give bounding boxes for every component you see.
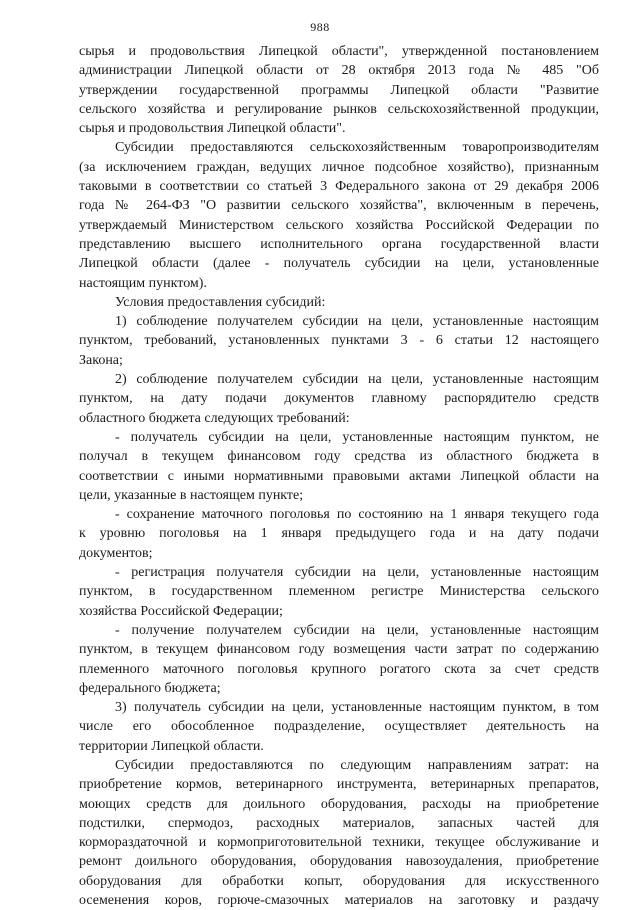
text-line: осеменения коров, горюче-смазочных материалов на заготовку и раздачу (79, 893, 599, 909)
text-line: Субсидии предоставляются сельскохозяйственным товаропроизводителям (115, 140, 599, 156)
text-line: сельского хозяйства и регулирование рынков сельскохозяйственной продукции, (79, 101, 599, 117)
text-line: Субсидии предоставляются по следующим направлениям затрат: на (115, 757, 599, 773)
text-line: приобретение кормов, ветеринарного инструмента, ветеринарных препаратов, (79, 777, 599, 793)
text-line: года № 264-ФЗ "О развитии сельского хозяйства", включенным в перечень, (79, 198, 599, 214)
text-line: оборудования для обработки копыт, оборудования для искусственного (79, 873, 599, 889)
text-line: документов; (79, 545, 153, 561)
text-line: утверждении государственной программы Липецкой области "Развитие (79, 82, 599, 98)
text-line: настоящим пунктом). (79, 275, 207, 291)
text-line: Закона; (79, 352, 123, 368)
text-line: таковыми в соответствии со статьей 3 Федерального закона от 29 декабря 2006 (79, 179, 599, 195)
text-line: ремонт доильного оборудования, оборудования навозоудаления, приобретение (79, 854, 599, 870)
text-line: областного бюджета следующих требований: (79, 410, 350, 426)
text-line: 3) получатель субсидии на цели, установленные настоящим пунктом, в том (115, 700, 599, 716)
text-line: пунктом, в текущем финансовом году возмещения части затрат по содержанию (79, 642, 599, 658)
text-line: числе его обособленное подразделение, осуществляет деятельность на (79, 719, 599, 735)
text-line: Липецкой области (далее - получатель субсидии на цели, установленные (79, 256, 599, 272)
text-line: кормораздаточной и кормоприготовительной техники, текущее обслуживание и (79, 835, 599, 851)
document-body (79, 42, 599, 910)
text-line: представлению высшего исполнительного органа государственной власти (79, 236, 599, 252)
text-line: моющих средств для доильного оборудования, расходы на приобретение (79, 796, 599, 812)
page-number: 988 (310, 20, 330, 34)
text-line: утверждаемый Министерством сельского хозяйства Российской Федерации по (79, 217, 599, 233)
text-line: хозяйства Российской Федерации; (79, 603, 283, 619)
text-line: цели, указанные в настоящем пункте; (79, 487, 304, 503)
text-line: подстилки, спермодоз, расходных материалов, запасных частей для (79, 815, 599, 831)
text-line: пунктом, требований, установленных пунктами 3 - 6 статьи 12 настоящего (79, 333, 599, 349)
text-line: получал в текущем финансовом году средства из областного бюджета в (79, 449, 599, 465)
text-line: администрации Липецкой области от 28 октября 2013 года № 485 "Об (79, 63, 599, 79)
text-line: - получатель субсидии на цели, установленные настоящим пунктом, не (115, 429, 599, 445)
text-line: соответствии с иными нормативными правовыми актами Липецкой области на (79, 468, 599, 484)
text-line: (за исключением граждан, ведущих личное подсобное хозяйство), признанным (79, 159, 599, 175)
text-line: - сохранение маточного поголовья по состоянию на 1 января текущего года (115, 507, 599, 523)
text-line: Условия предоставления субсидий: (115, 294, 326, 310)
text-line: 1) соблюдение получателем субсидии на цели, установленные настоящим (115, 314, 599, 330)
text-line: сырья и продовольствия Липецкой области", утвержденной постановлением (79, 44, 599, 59)
text-line: пунктом, на дату подачи документов главному распорядителю средств (79, 391, 599, 407)
text-line: - регистрация получателя субсидии на цели, установленные настоящим (115, 565, 599, 581)
text-line: племенного маточного поголовья крупного рогатого скота за счет средств (79, 661, 599, 677)
text-line: сырья и продовольствия Липецкой области". (79, 121, 346, 137)
text-line: территории Липецкой области. (79, 738, 264, 754)
text-line: пунктом, в государственном племенном регистре Министерства сельского (79, 584, 599, 600)
text-line: к уровню поголовья на 1 января предыдущего года и на дату подачи (79, 526, 599, 542)
text-line: 2) соблюдение получателем субсидии на цели, установленные настоящим (115, 372, 599, 388)
text-line: федерального бюджета; (79, 680, 221, 696)
text-line: - получение получателем субсидии на цели, установленные настоящим (115, 622, 599, 638)
